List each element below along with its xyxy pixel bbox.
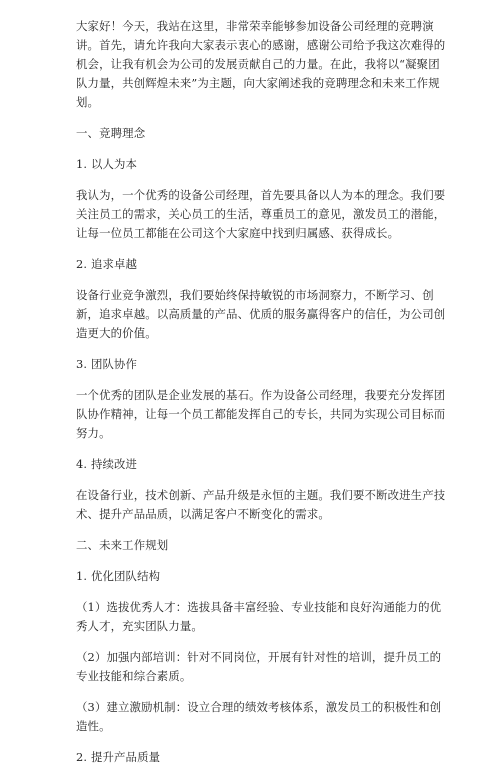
section-2-item-1-point-2: （2）加强内部培训：针对不同岗位，开展有针对性的培训，提升员工的专业技能和综合素质。 <box>76 650 442 683</box>
section-2-item-2-title: 2. 提升产品质量 <box>76 750 161 764</box>
section-2-item-1-point-1: （1）选拔优秀人才：选拔具备丰富经验、专业技能和良好沟通能力的优秀人才，充实团队力量。 <box>76 600 442 633</box>
intro-paragraph: 大家好！今天，我站在这里，非常荣幸能够参加设备公司经理的竞聘演讲。首先，请允许我向大家表示衷心的感谢，感谢公司给予我这次难得的机会，让我有机会为公司的发展贡献自己的力量。在此，我将以“凝聚团队力量，共创辉煌未来”为主题，向大家阐述我的竞聘理念和未来工作规划。 <box>76 19 446 109</box>
section-1-item-4-body: 在设备行业，技术创新、产品升级是永恒的主题。我们要不断改进生产技术、提升产品品质，以满足客户不断变化的需求。 <box>76 488 446 521</box>
section-2-item-1-title: 1. 优化团队结构 <box>76 569 161 583</box>
section-1-item-3-body: 一个优秀的团队是企业发展的基石。作为设备公司经理，我要充分发挥团队协作精神，让每一个员工都能发挥自己的专长，共同为实现公司目标而努力。 <box>76 388 446 440</box>
section-1-title: 一、竞聘理念 <box>76 126 146 140</box>
section-1-item-3-title: 3. 团队协作 <box>76 357 138 371</box>
section-2-title: 二、未来工作规划 <box>76 538 169 552</box>
section-1-item-2-title: 2. 追求卓越 <box>76 257 138 271</box>
section-1-item-1-body: 我认为，一个优秀的设备公司经理，首先要具备以人为本的理念。我们要关注员工的需求，关心员工的生活，尊重员工的意见，激发员工的潜能，让每一位员工都能在公司这个大家庭中找到归属感、获得成长。 <box>76 188 446 240</box>
section-1-item-4-title: 4. 持续改进 <box>76 457 138 471</box>
section-1-item-2-body: 设备行业竞争激烈，我们要始终保持敏锐的市场洞察力，不断学习、创新，追求卓越。以高质量的产品、优质的服务赢得客户的信任，为公司创造更大的价值。 <box>76 288 446 340</box>
section-2-item-1-point-3: （3）建立激励机制：设立合理的绩效考核体系，激发员工的积极性和创造性。 <box>76 700 442 733</box>
section-1-item-1-title: 1. 以人为本 <box>76 157 138 171</box>
